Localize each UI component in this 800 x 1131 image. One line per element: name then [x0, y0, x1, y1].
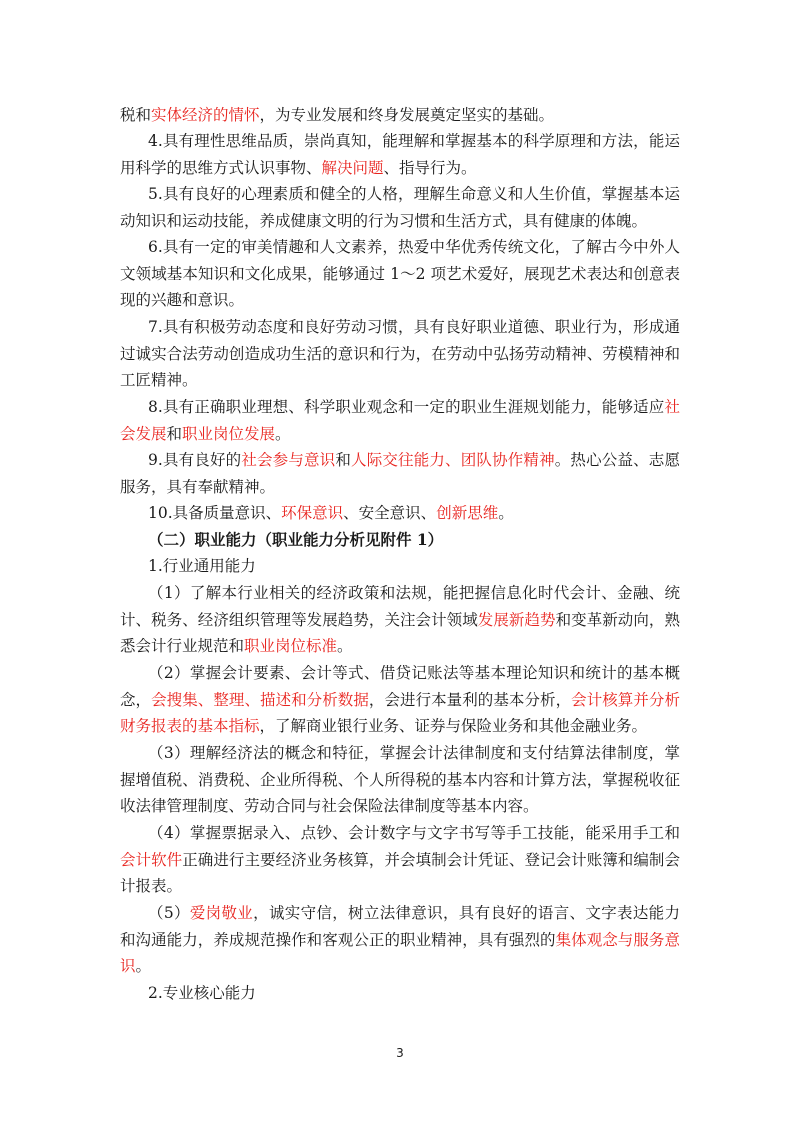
- text-run: 和: [166, 424, 183, 443]
- text-run: （2）掌握会计要素、会计等式、借贷记账法等基本理论知识和统计的基本概念，: [120, 664, 680, 709]
- highlighted-text: 解决问题: [321, 158, 384, 177]
- page-number: 3: [396, 1046, 404, 1060]
- highlighted-text: 发展新趋势: [477, 610, 556, 629]
- highlighted-text: 创新思维: [436, 504, 499, 522]
- highlighted-text: 集体观念与服务意识: [120, 930, 680, 976]
- text-run: （3）理解经济法的概念和特征，掌握会计法律制度和支付结算法律制度，掌握增值税、消费税、企业所得税、个人所得税的基本内容和计算方法，掌握税收征收法律管理制度、劳动合同与社会保险法律制度等基本内容。: [120, 744, 680, 816]
- text-run: 、安全意识、: [343, 504, 437, 522]
- paragraph-ability-4: [120, 820, 680, 900]
- text-run: 和: [335, 451, 352, 469]
- text-run: （1）了解本行业相关的经济政策和法规，能把握信息化时代会计、金融、统计、税务、经济组织管理等发展趋势，关注会计领域: [120, 584, 680, 629]
- text-run: 。: [498, 504, 514, 522]
- subheading-core-ability: [120, 980, 680, 1007]
- section-heading-vocational-ability: [120, 527, 680, 554]
- text-run: 税和: [120, 106, 152, 124]
- highlighted-text: 社会发展: [120, 398, 680, 443]
- paragraph-ability-3: [120, 740, 680, 820]
- text-run: 。: [337, 637, 353, 656]
- text-run: ，为专业发展和终身发展奠定坚实的基础。: [259, 106, 555, 124]
- text-run: 。: [275, 424, 291, 443]
- highlighted-text: 爱岗敬业: [189, 904, 254, 922]
- text-run: 。: [135, 957, 152, 976]
- text-run: 4.具有理性思维品质，崇尚真知，能理解和掌握基本的科学原理和方法，能运用科学的思维方式认识事物、: [120, 132, 680, 177]
- highlighted-text: 社会参与意识: [241, 451, 336, 469]
- highlighted-text: 人际交往能力、团队协作精神: [351, 451, 555, 469]
- text-run: 7.具有积极劳动态度和良好劳动习惯，具有良好职业道德、职业行为，形成通过诚实合法劳动创造成功生活的意识和行为，在劳动中弘扬劳动精神、劳模精神和工匠精神。: [120, 318, 680, 390]
- paragraph-ability-2: [120, 660, 680, 740]
- paragraph-intro-continuation: [120, 102, 680, 129]
- highlighted-text: 职业岗位发展: [182, 424, 276, 443]
- text-run: ，诚实守信，树立法律意识，具有良好的语言、文字表达能力和沟通能力，养成规范操作和客观公正的职业精神，具有强烈的: [120, 904, 680, 949]
- paragraph-item-10: [120, 500, 680, 527]
- highlighted-text: 会计核算并分析财务报表的基本指标: [120, 690, 680, 736]
- text-run: （4）掌握票据录入、点钞、会计数字与文字书写等手工技能，能采用手工和: [148, 824, 680, 842]
- highlighted-text: 实体经济的情怀: [151, 106, 260, 124]
- highlighted-text: 会计软件: [120, 850, 183, 869]
- highlighted-text: 职业岗位标准: [244, 637, 338, 656]
- text-run: ，了解商业银行业务、证券与保险业务和其他金融业务。: [259, 717, 648, 736]
- paragraph-item-9: [120, 447, 680, 500]
- text-run: 9.具有良好的: [148, 451, 242, 469]
- text-run: 正确进行主要经济业务核算，并会填制会计凭证、登记会计账簿和编制会计报表。: [120, 850, 680, 896]
- paragraph-item-7: [120, 314, 680, 394]
- paragraph-item-6: [120, 234, 680, 314]
- paragraph-ability-1: [120, 580, 680, 660]
- text-run: （二）职业能力（职业能力分析见附件 1）: [148, 530, 444, 549]
- text-run: 5.具有良好的心理素质和健全的人格，理解生命意义和人生价值，掌握基本运动知识和运动技能，养成健康文明的行为习惯和生活方式，具有健康的体魄。: [120, 185, 680, 230]
- paragraph-item-5: [120, 181, 680, 234]
- text-run: 10.具备质量意识、: [148, 504, 282, 522]
- subheading-general-ability: [120, 553, 680, 580]
- paragraph-ability-5: [120, 900, 680, 980]
- text-run: 8.具有正确职业理想、科学职业观念和一定的职业生涯规划能力，能够适应: [148, 398, 665, 416]
- highlighted-text: 会搜集、整理、描述和分析数据: [151, 690, 369, 709]
- text-run: ，会进行本量利的基本分析，: [368, 690, 572, 709]
- paragraph-item-8: [120, 394, 680, 447]
- text-run: 、指导行为。: [383, 158, 477, 177]
- text-run: 2.专业核心能力: [148, 984, 256, 1002]
- text-run: 和变革新动向，熟悉会计行业规范和: [120, 610, 680, 656]
- text-run: 6.具有一定的审美情趣和人文素养，热爱中华优秀传统文化，了解古今中外人文领域基本知识和文化成果，能够通过 1～2 项艺术爱好，展现艺术表达和创意表现的兴趣和意识。: [120, 238, 680, 310]
- text-run: 1.行业通用能力: [148, 557, 256, 575]
- highlighted-text: 环保意识: [281, 504, 344, 522]
- text-run: （5）: [148, 904, 190, 922]
- text-run: 。热心公益、志愿服务，具有奉献精神。: [120, 451, 680, 496]
- paragraph-item-4: [120, 128, 680, 181]
